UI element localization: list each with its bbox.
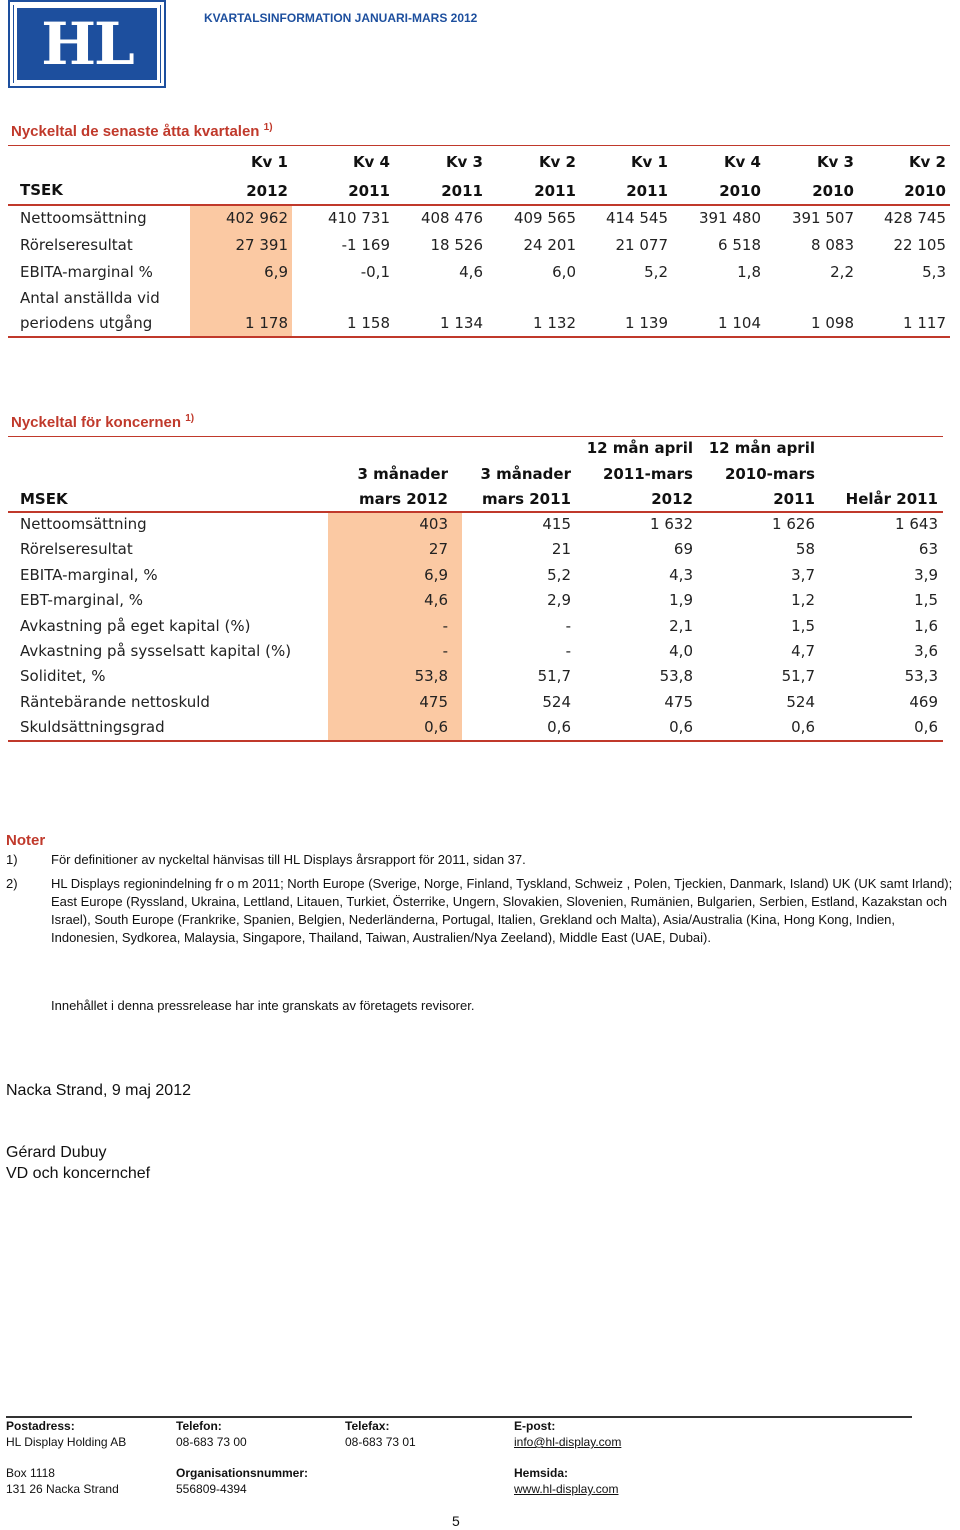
quarter-value-cell: 21 077: [615, 236, 668, 254]
group-col-header-line2: 3 månader: [480, 465, 571, 483]
quarters-section-title: Nyckeltal de senaste åtta kvartalen $^{1)}$: [11, 122, 273, 140]
group-value-cell: 1,9: [669, 591, 693, 610]
place-date: Nacka Strand, 9 maj 2012: [6, 1082, 191, 1099]
group-value-cell: 3,7: [791, 565, 815, 584]
group-table: [8, 436, 943, 746]
footer-rule: [6, 1416, 912, 1418]
quarter-row-label: EBITA-marginal %: [20, 263, 153, 281]
quarter-col-quarter: Kv 3: [816, 153, 854, 171]
group-value-cell: -: [565, 642, 571, 660]
quarter-value-cell: 18 526: [430, 236, 483, 254]
group-value-cell: 53,8: [659, 667, 693, 686]
signature-block: [6, 1142, 150, 1184]
quarter-value-cell: 24 201: [523, 236, 576, 254]
group-value-cell: 0,6: [424, 718, 448, 737]
quarter-value-cell: 5,3: [922, 263, 946, 281]
quarter-col-quarter: Kv 3: [445, 153, 483, 171]
group-value-cell: 4,0: [669, 642, 693, 660]
document-header-title: KVARTALSINFORMATION JANUARI-MARS 2012: [204, 11, 478, 25]
email-link[interactable]: info@hl-display.com: [514, 1435, 622, 1449]
web-cell: [514, 1482, 618, 1496]
quarter-col-quarter: Kv 4: [723, 153, 761, 171]
group-row-label: Soliditet, %: [20, 667, 106, 686]
quarters-bottom-rule: [8, 336, 950, 338]
quarter-value-cell: 410 731: [327, 209, 390, 227]
group-value-cell: 1,6: [914, 616, 938, 635]
quarter-value-cell: 5,2: [644, 263, 668, 281]
group-header-rule: [8, 511, 943, 513]
quarter-row-label: Rörelseresultat: [20, 236, 133, 254]
quarter-col-quarter: Kv 4: [352, 153, 390, 171]
quarter-value-cell: 1 134: [440, 314, 483, 332]
group-bottom-rule: [8, 740, 943, 742]
quarter-value-cell: 409 565: [513, 209, 576, 227]
group-value-cell: -: [565, 616, 571, 635]
quarter-value-cell: 1 178: [245, 314, 288, 332]
group-value-cell: 469: [909, 692, 938, 711]
quarter-col-year: 2010: [719, 182, 761, 200]
audit-disclaimer: Innehållet i denna pressrelease har inte granskats av företagets revisorer.: [51, 998, 475, 1013]
quarter-value-cell: 4,6: [459, 263, 483, 281]
group-value-cell: 53,8: [414, 667, 448, 686]
quarter-value-cell: 1 098: [811, 314, 854, 332]
group-value-cell: 475: [664, 692, 693, 711]
group-row-label: Skuldsättningsgrad: [20, 718, 165, 737]
group-value-cell: 5,2: [547, 565, 571, 584]
page-number: 5: [452, 1513, 460, 1529]
group-value-cell: 475: [419, 692, 448, 711]
quarter-value-cell: 402 962: [225, 209, 288, 227]
group-row-label: Avkastning på eget kapital (%): [20, 616, 251, 635]
group-col-header-line1: 12 mån april: [708, 439, 815, 457]
quarter-value-cell: 414 545: [605, 209, 668, 227]
group-value-cell: 63: [918, 540, 938, 559]
group-value-cell: 4,7: [791, 642, 815, 660]
quarter-col-quarter: Kv 1: [630, 153, 668, 171]
group-value-cell: 69: [673, 540, 693, 559]
group-value-cell: 4,6: [424, 591, 448, 610]
quarter-value-cell: 428 745: [883, 209, 946, 227]
group-value-cell: 0,6: [791, 718, 815, 737]
quarter-row-label: Nettoomsättning: [20, 209, 147, 227]
quarter-value-cell: 1 117: [903, 314, 946, 332]
quarter-value-cell: 1 104: [718, 314, 761, 332]
logo-text: HL: [14, 5, 160, 83]
hl-logo: [10, 2, 164, 86]
group-row-label: EBT-marginal, %: [20, 591, 144, 610]
note-2: [6, 875, 960, 947]
group-unit-label: MSEK: [20, 490, 68, 508]
group-value-cell: 58: [795, 540, 815, 559]
quarter-value-cell: 391 507: [791, 209, 854, 227]
group-col-header-line3: 2011: [773, 490, 815, 508]
signer-role: VD och koncernchef: [6, 1165, 151, 1182]
group-value-cell: 2,1: [669, 616, 693, 635]
quarter-row-label: periodens utgång: [20, 314, 153, 332]
group-value-cell: 0,6: [547, 718, 571, 737]
quarter-value-cell: 2,2: [830, 263, 854, 281]
group-value-cell: 6,9: [424, 565, 448, 584]
group-row-label: EBITA-marginal, %: [20, 565, 158, 584]
group-col-header-line2: 3 månader: [357, 465, 448, 483]
group-value-cell: 1,5: [791, 616, 815, 635]
group-value-cell: 27: [428, 540, 448, 559]
signer-name: Gérard Dubuy: [6, 1144, 107, 1161]
group-col-header-line2: 2011-mars: [602, 465, 693, 483]
note-2-number: 2): [6, 876, 18, 891]
group-value-cell: 53,3: [904, 667, 938, 686]
quarter-col-year: 2010: [812, 182, 854, 200]
quarter-row-label: Antal anställda vid: [20, 289, 160, 307]
quarter-col-year: 2012: [246, 182, 288, 200]
quarter-col-year: 2011: [348, 182, 390, 200]
group-value-cell: 1 632: [650, 515, 693, 533]
group-value-cell: 1 626: [772, 515, 815, 533]
group-col-header-line3: mars 2011: [481, 490, 571, 508]
group-value-cell: 524: [542, 692, 571, 711]
fax-number: 08-683 73 01: [345, 1435, 416, 1449]
group-value-cell: 1 643: [895, 515, 938, 533]
web-label: Hemsida:: [514, 1466, 569, 1480]
quarter-value-cell: -0,1: [360, 263, 390, 281]
note-1: [6, 851, 960, 869]
group-col-header-line3: mars 2012: [358, 490, 448, 508]
note-2-text: HL Displays regionindelning fr o m 2011; North Europe (Sverige, Norge, Finland, Tyskland, Schweiz , Polen, Tjeckien, Danmark, Island) UK (UK samt Irland); East Europe (Ryssland, Ukraina, Lettland, Litauen, Turkiet, Österrike, Ungern, Slovakien, Slovenien, Rumänien, Bulgarien, Serbien, Estland, Kazakstan och Israel), South Europe (Frankrike, Spanien, Belgien, Nederländerna, Portugal, Italien, Grekland och Malta), Asia/Australia (Kina, Hong Kong, Indien, Indonesien, Sydkorea, Malaysia, Singapore, Thailand, Taiwan, Australien/Nya Zeeland), Middle East (UAE, Dubai).: [51, 876, 953, 945]
orgnr-value: 556809-4394: [176, 1482, 247, 1496]
quarter-col-year: 2011: [441, 182, 483, 200]
quarter-col-year: 2010: [904, 182, 946, 200]
quarter-value-cell: 1 158: [347, 314, 390, 332]
group-row-label: Rörelseresultat: [20, 540, 133, 559]
email-label: E-post:: [514, 1419, 556, 1433]
quarters-header-rule: [8, 204, 950, 206]
group-value-cell: 0,6: [669, 718, 693, 737]
postal-city: 131 26 Nacka Strand: [6, 1482, 119, 1496]
phone-label: Telefon:: [176, 1419, 222, 1433]
quarter-value-cell: 6,0: [552, 263, 576, 281]
quarter-col-year: 2011: [626, 182, 668, 200]
quarters-unit-label: TSEK: [20, 181, 63, 199]
group-value-cell: 3,6: [914, 642, 938, 660]
postal-box: Box 1118: [6, 1466, 55, 1480]
group-value-cell: 21: [551, 540, 571, 559]
quarters-table: [8, 150, 950, 340]
quarter-value-cell: 408 476: [420, 209, 483, 227]
group-value-cell: 2,9: [547, 591, 571, 610]
quarter-col-quarter: Kv 2: [538, 153, 576, 171]
web-link[interactable]: www.hl-display.com: [514, 1482, 619, 1496]
quarter-value-cell: 6 518: [718, 236, 761, 254]
group-value-cell: 3,9: [914, 565, 938, 584]
group-section-title: Nyckeltal för koncernen $^{1)}$: [11, 413, 195, 431]
quarter-col-quarter: Kv 2: [908, 153, 946, 171]
group-col-header-line3: 2012: [651, 490, 693, 508]
quarter-col-year: 2011: [534, 182, 576, 200]
group-row-label: Räntebärande nettoskuld: [20, 692, 210, 711]
quarter-value-cell: 6,9: [264, 263, 288, 281]
email-cell: [514, 1435, 621, 1449]
fax-label: Telefax:: [345, 1419, 390, 1433]
postal-label: Postadress:: [6, 1419, 75, 1433]
group-value-cell: -: [442, 616, 448, 635]
quarter-value-cell: 391 480: [698, 209, 761, 227]
company-name: HL Display Holding AB: [6, 1435, 127, 1449]
group-value-cell: 51,7: [537, 667, 571, 686]
quarter-value-cell: 1 132: [533, 314, 576, 332]
notes-section: [6, 832, 960, 947]
group-value-cell: 51,7: [781, 667, 815, 686]
group-value-cell: 0,6: [914, 718, 938, 737]
group-value-cell: 403: [419, 515, 448, 533]
quarter-value-cell: 22 105: [893, 236, 946, 254]
quarters-title-rule: [8, 145, 950, 146]
note-1-text: För definitioner av nyckeltal hänvisas till HL Displays årsrapport för 2011, sidan 37.: [51, 852, 526, 867]
phone-number: 08-683 73 00: [176, 1435, 247, 1449]
group-value-cell: 4,3: [669, 565, 693, 584]
quarter-value-cell: 8 083: [811, 236, 854, 254]
quarter-value-cell: -1 169: [341, 236, 390, 254]
group-value-cell: -: [442, 642, 448, 660]
quarter-value-cell: 1,8: [737, 263, 761, 281]
notes-title: Noter: [6, 832, 46, 849]
quarter-col-quarter: Kv 1: [250, 153, 288, 171]
group-value-cell: 524: [786, 692, 815, 711]
group-col-header-line3: Helår 2011: [845, 490, 938, 508]
quarter-value-cell: 1 139: [625, 314, 668, 332]
group-value-cell: 415: [542, 515, 571, 533]
group-row-label: Nettoomsättning: [20, 515, 147, 533]
group-col-header-line1: 12 mån april: [586, 439, 693, 457]
quarter-value-cell: 27 391: [235, 236, 288, 254]
group-value-cell: 1,2: [791, 591, 815, 610]
group-row-label: Avkastning på sysselsatt kapital (%): [20, 642, 292, 660]
orgnr-label: Organisationsnummer:: [176, 1466, 309, 1480]
group-col-header-line2: 2010-mars: [724, 465, 815, 483]
note-1-number: 1): [6, 852, 18, 867]
group-value-cell: 1,5: [914, 591, 938, 610]
